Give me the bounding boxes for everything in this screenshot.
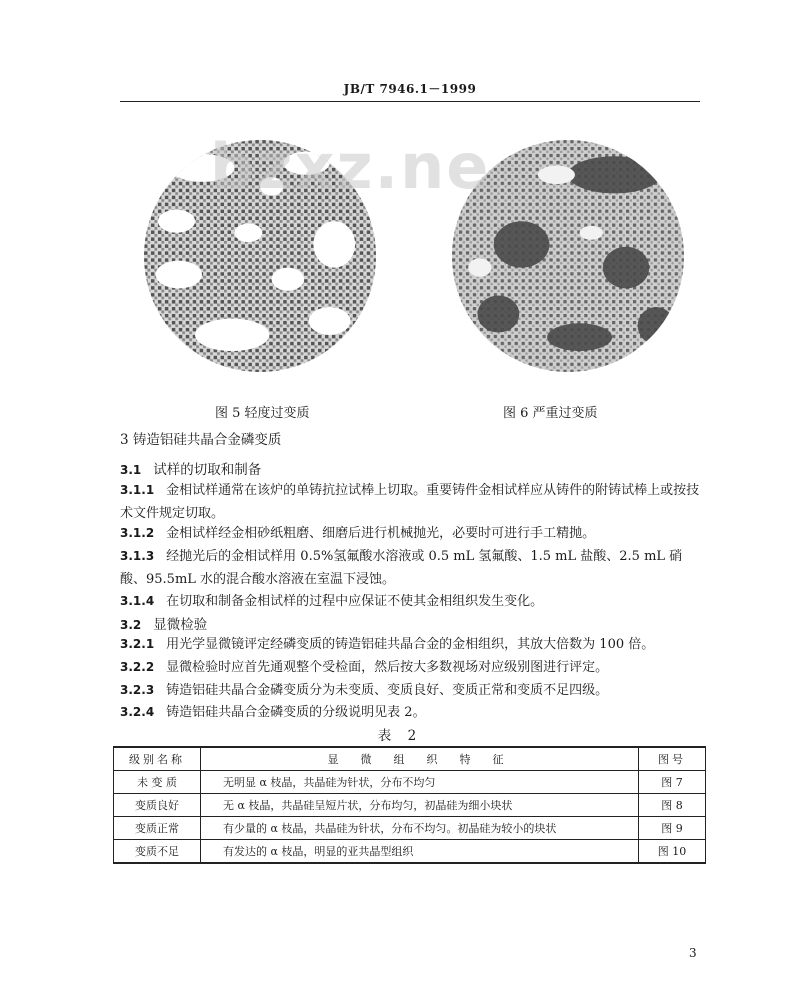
subsection-title: 显微检验 <box>153 617 208 633</box>
clause-number: 3.2.3 <box>120 683 155 697</box>
page-number: 3 <box>689 946 697 960</box>
grade-cell: 变质不足 <box>114 840 201 864</box>
grade-cell: 变质正常 <box>114 817 201 840</box>
clause-text: 铸造铝硅共晶合金磷变质的分级说明见表 2。 <box>166 705 426 720</box>
feature-cell: 有发达的 α 枝晶，明显的亚共晶型组织 <box>201 840 639 864</box>
clause-number: 3.1.2 <box>120 526 155 540</box>
clause-number: 3.2.1 <box>120 637 155 651</box>
section-3-title: 3 铸造铝硅共晶合金磷变质 <box>120 432 282 448</box>
clause-3-1-1 <box>120 479 708 525</box>
clause-number: 3.2.2 <box>120 660 155 674</box>
clause-text: 金相试样经金相砂纸粗磨、细磨后进行机械抛光，必要时可进行手工精抛。 <box>166 526 596 541</box>
table-row <box>114 771 706 794</box>
clause-text: 铸造铝硅共晶合金磷变质分为未变质、变质良好、变质正常和变质不足四级。 <box>166 683 609 698</box>
figure-cell: 图 7 <box>639 771 706 794</box>
header-rule <box>120 101 700 102</box>
clause-3-1-4 <box>120 590 708 613</box>
clause-3-1-3 <box>120 545 708 591</box>
table-header-row <box>114 747 706 771</box>
clause-number: 3.1.1 <box>120 483 155 497</box>
subsection-title: 试样的切取和制备 <box>153 462 262 478</box>
feature-cell: 无明显 α 枝晶，共晶硅为针状，分布不均匀 <box>201 771 639 794</box>
feature-cell: 有少量的 α 枝晶，共晶硅为针状，分布不均匀。初晶硅为较小的块状 <box>201 817 639 840</box>
watermark: bzxz.ne <box>210 130 491 203</box>
column-header-features: 显微组织特征 <box>201 747 639 771</box>
clause-number: 3.2.4 <box>120 705 155 719</box>
clause-text: 显微检验时应首先通观整个受检面，然后按大多数视场对应级别图进行评定。 <box>166 660 609 675</box>
clause-number: 3.1.4 <box>120 594 155 608</box>
figure-cell: 图 10 <box>639 840 706 864</box>
subsection-number: 3.2 <box>120 618 142 632</box>
table-row <box>114 840 706 864</box>
clause-number: 3.1.3 <box>120 549 155 563</box>
column-header-grade: 级别名称 <box>114 747 201 771</box>
clause-text: 金相试样通常在该炉的单铸抗拉试棒上切取。重要铸件金相试样应从铸件的附铸试棒上或按技术文件规定切取。 <box>120 483 700 521</box>
table-row <box>114 794 706 817</box>
subsection-3-1 <box>120 458 261 478</box>
grade-cell: 未 变 质 <box>114 771 201 794</box>
table-row <box>114 817 706 840</box>
figure-6-caption: 图 6 严重过变质 <box>503 406 598 421</box>
clause-3-2-1 <box>120 633 708 656</box>
clause-3-1-2 <box>120 522 708 545</box>
subsection-number: 3.1 <box>120 463 142 477</box>
clause-3-2-3 <box>120 679 708 702</box>
figure-5-caption: 图 5 轻度过变质 <box>215 406 310 421</box>
grading-table <box>113 746 706 864</box>
figure-cell: 图 9 <box>639 817 706 840</box>
table-2-title: 表 2 <box>377 728 423 744</box>
feature-cell: 无 α 枝晶，共晶硅呈短片状，分布均匀，初晶硅为细小块状 <box>201 794 639 817</box>
standard-number-header: JB/T 7946.1－1999 <box>343 82 477 96</box>
clause-text: 用光学显微镜评定经磷变质的铸造铝硅共晶合金的金相组织，其放大倍数为 100 倍。 <box>166 637 655 652</box>
clause-text: 在切取和制备金相试样的过程中应保证不使其金相组织发生变化。 <box>166 594 544 609</box>
clause-text: 经抛光后的金相试样用 0.5%氢氟酸水溶液或 0.5 mL 氢氟酸、1.5 mL 盐酸、2.5 mL 硝酸、95.5mL 水的混合酸水溶液在室温下浸蚀。 <box>120 549 683 587</box>
clause-3-2-2 <box>120 656 708 679</box>
clause-3-2-4 <box>120 701 708 724</box>
grade-cell: 变质良好 <box>114 794 201 817</box>
column-header-figure: 图号 <box>639 747 706 771</box>
subsection-3-2 <box>120 613 207 633</box>
figure-cell: 图 8 <box>639 794 706 817</box>
